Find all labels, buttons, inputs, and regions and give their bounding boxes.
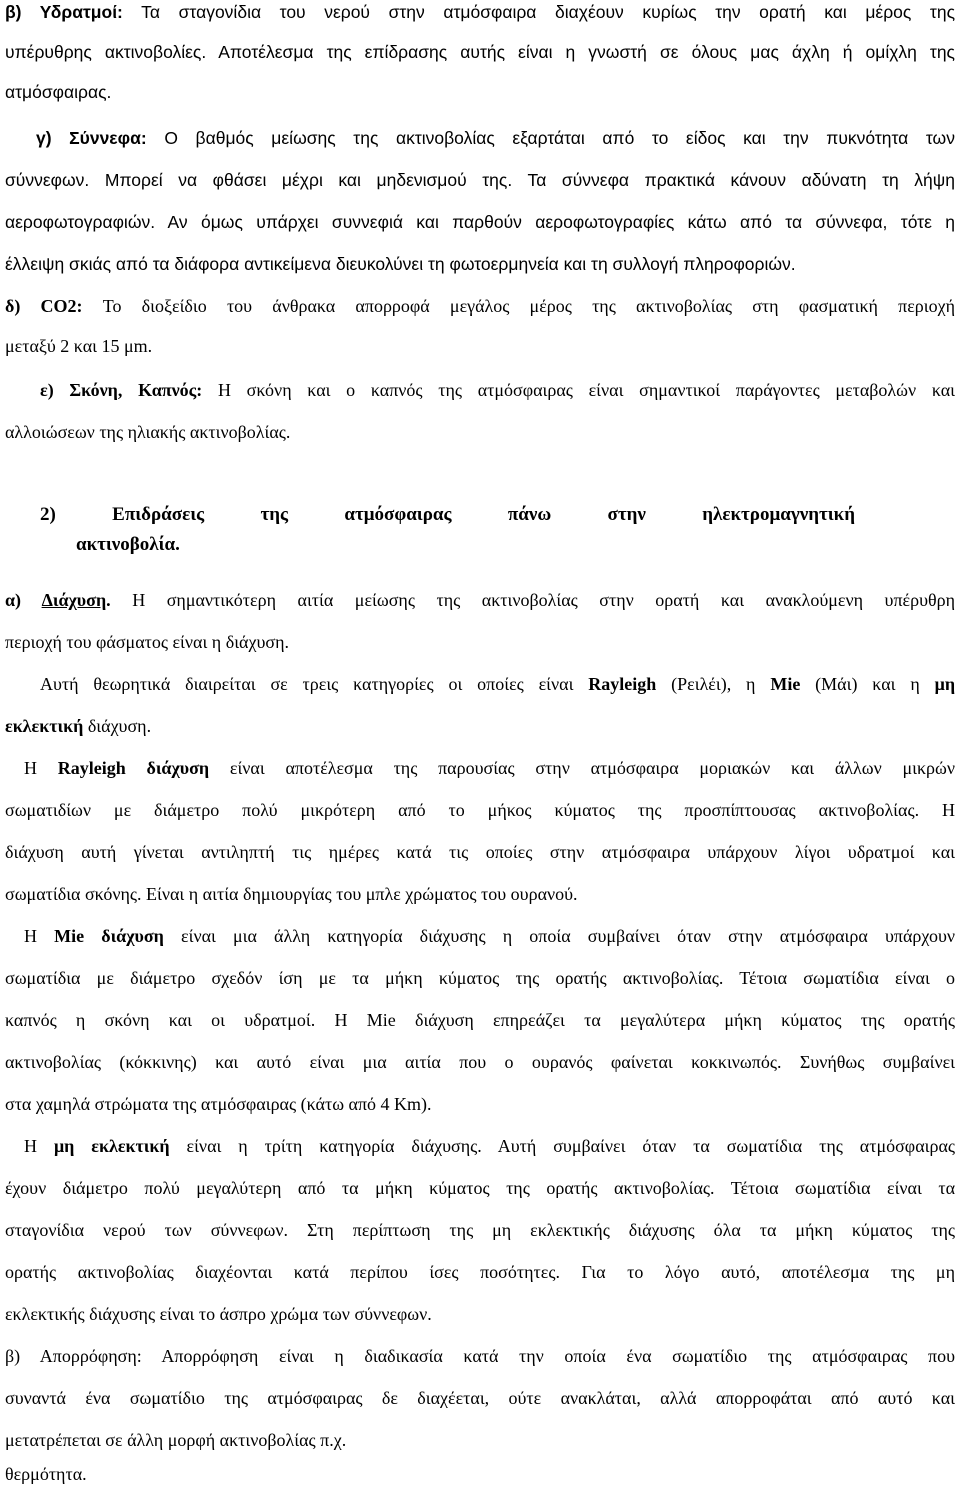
paragraph-clouds-line2: σύννεφων. Μπορεί να φθάσει μέχρι και μηδενισμού της. Τα σύννεφα πρακτικά κάνουν αδύνατη τη λήψη bbox=[5, 170, 955, 190]
paragraph-water-vapor-line1: β) Υδρατμοί: Τα σταγονίδια του νερού στην ατμόσφαιρα διαχέουν κυρίως την ορατή και μέρος της bbox=[5, 2, 955, 22]
paragraph-scatter-line2: περιοχή του φάσματος είναι η διάχυση. bbox=[5, 632, 289, 652]
paragraph-categories-line2: εκλεκτική διάχυση. bbox=[5, 716, 152, 736]
paragraph-mie-line3: καπνός η σκόνη και οι υδρατμοί. Η Mie διάχυση επηρεάζει τα μεγαλύτερα μήκη κύματος της ορατής bbox=[5, 1010, 955, 1030]
paragraph-rayleigh-line1: Η Rayleigh διάχυση είναι αποτέλεσμα της παρουσίας στην ατμόσφαιρα μοριακών και άλλων μικρών bbox=[24, 758, 956, 778]
section-heading: 2) Επιδράσεις της ατμόσφαιρας πάνω στην ηλεκτρομαγνητική bbox=[40, 504, 855, 525]
paragraph-nonselective-line3: σταγονίδια νερού των σύννεφων. Στη περίπτωση της μη εκλεκτικής διάχυσης όλα τα μήκη κύματος της bbox=[5, 1220, 955, 1240]
paragraph-nonselective-line2: έχουν διάμετρο πολύ μεγαλύτερη από τα μήκη κύματος της ορατής ακτινοβολίας. Τέτοια σωματίδια είναι τα bbox=[5, 1178, 955, 1198]
paragraph-co2-line1: δ) CO2: Το διοξείδιο του άνθρακα απορροφά μεγάλος μέρος της ακτινοβολίας στη φασματική περιοχή bbox=[5, 296, 955, 316]
paragraph-mie-line5: στα χαμηλά στρώματα της ατμόσφαιρας (κάτω από 4 Km). bbox=[5, 1094, 432, 1114]
label-water-vapor: β) Υδρατμοί: bbox=[5, 2, 123, 22]
paragraph-mie-line2: σωματίδια με διάμετρο σχεδόν ίση με τα μήκη κύματος της ορατής ακτινοβολίας. Τέτοια σωματίδια είναι ο bbox=[5, 968, 955, 988]
paragraph-water-vapor-line3: ατμόσφαιρας. bbox=[5, 82, 112, 102]
label-dust-smoke: ε) Σκόνη, Καπνός: bbox=[40, 380, 203, 400]
paragraph-mie-line1: Η Mie διάχυση είναι μια άλλη κατηγορία διάχυσης η οποία συμβαίνει όταν στην ατμόσφαιρα υπάρχουν bbox=[24, 926, 955, 946]
label-scattering: α) Διάχυση. bbox=[5, 590, 111, 610]
paragraph-rayleigh-line2: σωματιδίων με διάμετρο πολύ μικρότερη από το μήκος κύματος της προσπίπτουσας ακτινοβολίας. Η bbox=[5, 800, 955, 820]
paragraph-categories-line1: Αυτή θεωρητικά διαιρείται σε τρεις κατηγορίες οι οποίες είναι Rayleigh (Ρειλέι), η Mie (Μάι) και η μη bbox=[40, 674, 956, 694]
paragraph-absorption-line2: συναντά ένα σωματίδιο της ατμόσφαιρας δε διαχέεται, ούτε ανακλάται, αλλά απορροφάται από αυτό και bbox=[5, 1388, 955, 1408]
paragraph-clouds-line3: αεροφωτογραφιών. Αν όμως υπάρχει συννεφιά και παρθούν αεροφωτογραφίες κάτω από τα σύννεφα, τότε η bbox=[5, 212, 955, 232]
paragraph-clouds-line1: γ) Σύννεφα: Ο βαθμός μείωσης της ακτινοβολίας εξαρτάται από το είδος και την πυκνότητα των bbox=[36, 128, 955, 148]
paragraph-mie-line4: ακτινοβολίας (κόκκινης) και αυτό είναι μια αιτία που ο ουρανός φαίνεται κοκκινωπός. Συνήθως συμβαίνει bbox=[5, 1052, 955, 1072]
label-clouds: γ) Σύννεφα: bbox=[36, 128, 147, 148]
paragraph-nonselective-line1: Η μη εκλεκτική είναι η τρίτη κατηγορία διάχυσης. Αυτή συμβαίνει όταν τα σωματίδια της ατμόσφαιρας bbox=[24, 1136, 956, 1156]
paragraph-nonselective-line5: εκλεκτικής διάχυσης είναι το άσπρο χρώμα των σύννεφων. bbox=[5, 1304, 432, 1324]
section-heading-line2: ακτινοβολία. bbox=[76, 534, 180, 555]
paragraph-absorption-line3: μετατρέπεται σε άλλη μορφή ακτινοβολίας π.χ. bbox=[5, 1430, 347, 1450]
paragraph-rayleigh-line3: διάχυση αυτή γίνεται αντιληπτή τις ημέρες κατά τις οποίες στην ατμόσφαιρα υπάρχουν λίγοι υδρατμοί και bbox=[5, 842, 955, 862]
paragraph-dust-line2: αλλοιώσεων της ηλιακής ακτινοβολίας. bbox=[5, 422, 291, 442]
paragraph-dust-line1: ε) Σκόνη, Καπνός: Η σκόνη και ο καπνός της ατμόσφαιρας είναι σημαντικοί παράγοντες μεταβολών και bbox=[40, 380, 956, 400]
paragraph-clouds-line4: έλλειψη σκιάς από τα διάφορα αντικείμενα διευκολύνει τη φωτοερμηνεία και τη συλλογή πληροφοριών. bbox=[5, 254, 796, 274]
paragraph-absorption-line4: θερμότητα. bbox=[5, 1464, 87, 1484]
label-co2: δ) CO2: bbox=[5, 296, 83, 316]
paragraph-co2-line2: μεταξύ 2 και 15 μm. bbox=[5, 336, 153, 356]
paragraph-water-vapor-line2: υπέρυθρης ακτινοβολίες. Αποτέλεσμα της επίδρασης αυτής είναι η γνωστή σε όλους μας άχλη ή ομίχλη της bbox=[5, 42, 955, 62]
paragraph-nonselective-line4: ορατής ακτινοβολίας διαχέονται κατά περίπου ίσες ποσότητες. Για το λόγο αυτό, αποτέλεσμα της μη bbox=[5, 1262, 955, 1282]
paragraph-absorption-line1: β) Απορρόφηση: Απορρόφηση είναι η διαδικασία κατά την οποία ένα σωματίδιο της ατμόσφαιρας που bbox=[5, 1346, 955, 1366]
paragraph-scatter-line1: α) Διάχυση. Η σημαντικότερη αιτία μείωσης της ακτινοβολίας στην ορατή και ανακλούμενη υπέρυθρη bbox=[5, 590, 956, 610]
paragraph-rayleigh-line4: σωματίδια σκόνης. Είναι η αιτία δημιουργίας του μπλε χρώματος του ουρανού. bbox=[5, 884, 578, 904]
